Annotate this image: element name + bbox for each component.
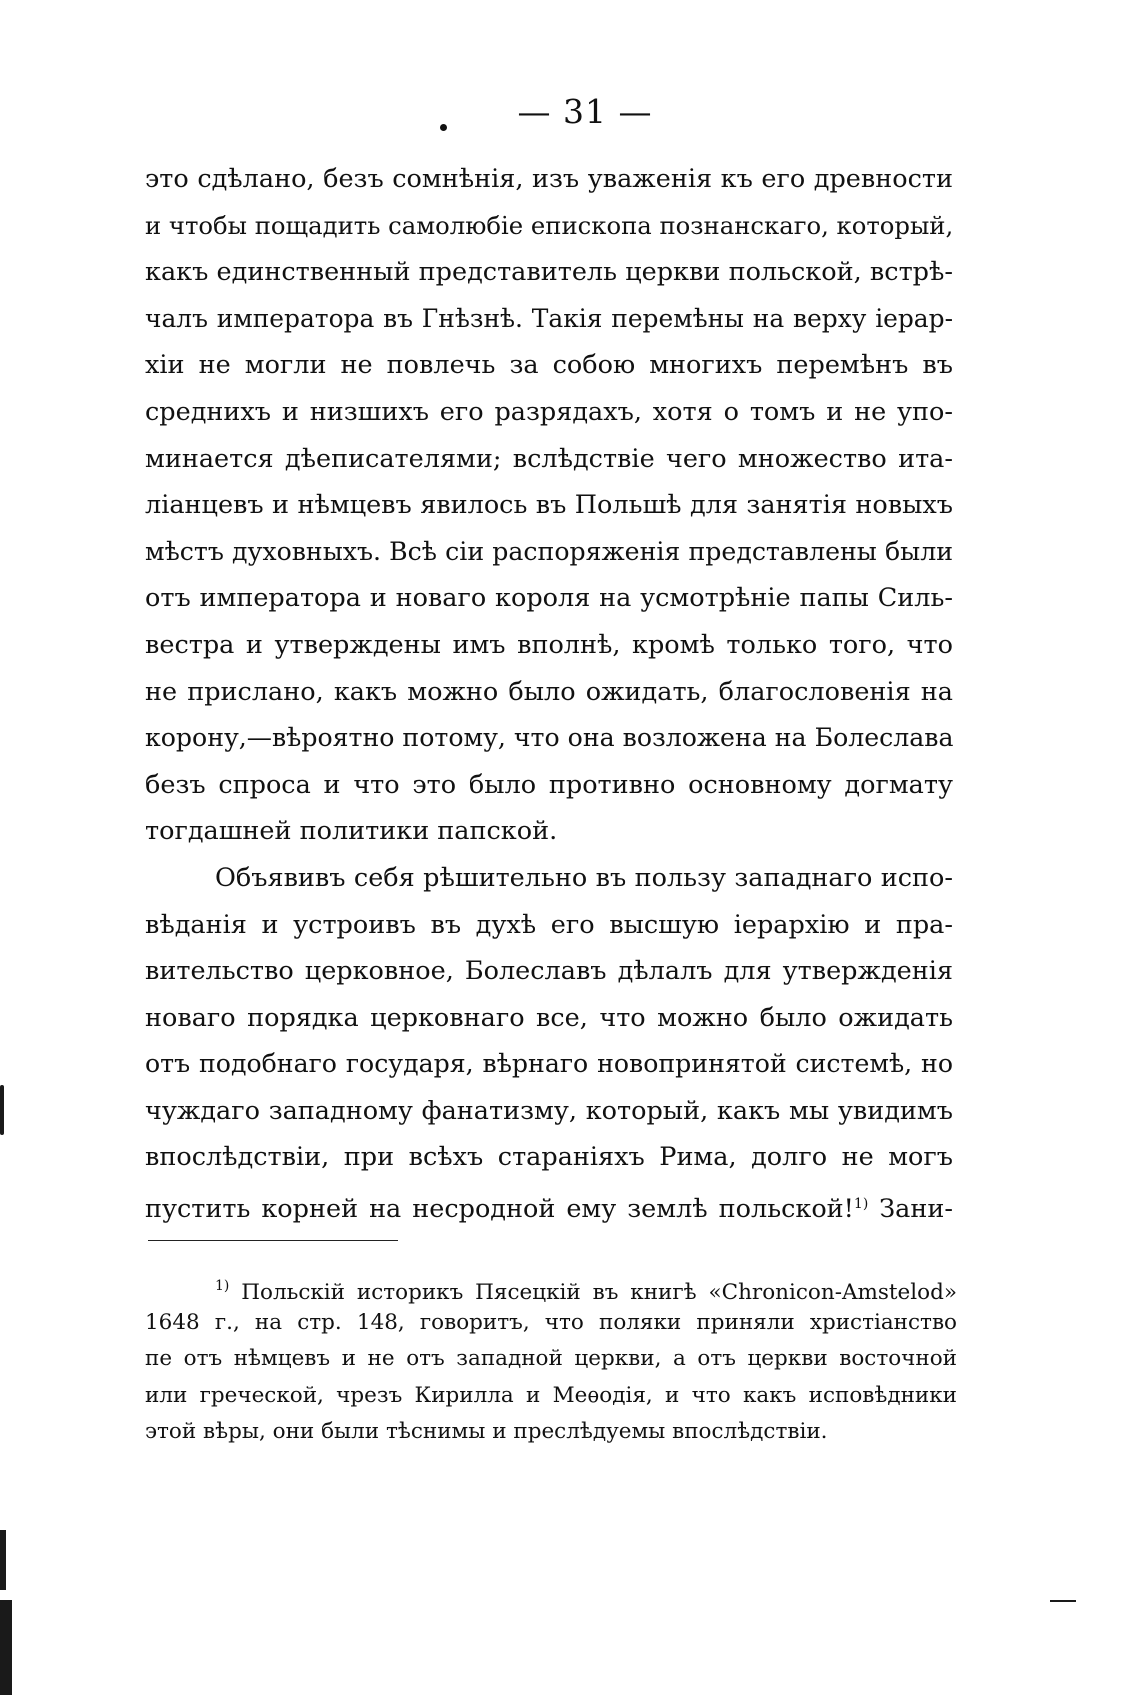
text-line: чуждаго западному фанатизму, который, какъ мы увидимъ <box>145 1095 953 1126</box>
scan-edge-mark <box>1050 1600 1076 1602</box>
ink-speck <box>440 124 447 131</box>
text-line: среднихъ и низшихъ его разрядахъ, хотя о томъ и не упо- <box>145 396 953 427</box>
footnote-line: или греческой, чрезъ Кирилла и Меѳодія, и что какъ исповѣдники <box>145 1382 957 1408</box>
footnote-line: этой вѣры, они были тѣснимы и преслѣдуемы впослѣдствіи. <box>145 1419 828 1445</box>
text-segment: Зани- <box>868 1194 953 1225</box>
text-segment: Польскій историкъ Пясецкій въ книгѣ «Chronicon-Amstelod» <box>241 1280 958 1305</box>
text-line: впослѣдствіи, при всѣхъ стараніяхъ Рима, долго не могъ <box>145 1142 953 1173</box>
footnote-reference: 1) <box>853 1196 869 1213</box>
text-line: хіи не могли не повлечь за собою многихъ перемѣнъ въ <box>145 350 953 381</box>
paragraph-end-line: тогдашней политики папской. <box>145 816 558 847</box>
text-line: чалъ императора въ Гнѣзнѣ. Такія перемѣны на верху іерар- <box>145 303 953 333</box>
page-number: — 31 — <box>517 92 653 131</box>
text-line: минается дѣеписателями; вслѣдствіе чего множество ита- <box>145 443 953 474</box>
scan-edge-mark <box>0 1600 12 1695</box>
text-line: вительство церковное, Болеславъ дѣлалъ для утвержденія <box>145 956 953 987</box>
footnote-line: пе отъ нѣмцевъ и не отъ западной церкви, а отъ церкви восточной <box>145 1346 957 1372</box>
text-line: отъ императора и новаго короля на усмотрѣніе папы Силь- <box>145 583 953 614</box>
scan-edge-mark <box>0 1530 6 1590</box>
text-line: корону,—вѣроятно потому, что она возложена на Болеслава <box>145 723 954 753</box>
main-text <box>145 156 953 1228</box>
paragraph-start-line: Объявивъ себя рѣшительно въ пользу западнаго испо- <box>215 862 953 893</box>
footnote-line <box>145 1268 957 1305</box>
text-line: и чтобы пощадить самолюбіе епископа познанскаго, который, <box>145 210 954 240</box>
text-line: какъ единственный представитель церкви польской, встрѣ- <box>145 257 953 288</box>
text-line: новаго порядка церковнаго все, что можно было ожидать <box>145 1002 953 1033</box>
text-line-with-footnote-ref <box>145 1181 953 1228</box>
text-line: мѣстъ духовныхъ. Всѣ сіи распоряженія представлены были <box>145 536 953 566</box>
footnote-line: 1648 г., на стр. 148, говоритъ, что поляки приняли христіанство <box>145 1309 957 1335</box>
footnote-marker: 1) <box>215 1278 230 1294</box>
text-line: безъ спроса и что это было противно основному догмату <box>145 769 953 800</box>
text-line: вѣданія и устроивъ въ духѣ его высшую іерархію и пра- <box>145 909 953 940</box>
scan-edge-mark <box>0 1085 4 1135</box>
text-line: ліанцевъ и нѣмцевъ явилось въ Польшѣ для занятія новыхъ <box>145 490 953 521</box>
text-line: вестра и утверждены имъ вполнѣ, кромѣ только того, что <box>145 629 953 660</box>
footnote <box>145 1268 957 1451</box>
text-line: отъ подобнаго государя, вѣрнаго новопринятой системѣ, но <box>145 1049 953 1079</box>
text-line: не прислано, какъ можно было ожидать, благословенія на <box>145 676 953 707</box>
footnote-separator <box>148 1240 398 1241</box>
text-segment: пустить корней на несродной ему землѣ польской! <box>145 1194 854 1225</box>
text-line: это сдѣлано, безъ сомнѣнія, изъ уваженія къ его древности <box>145 164 953 194</box>
